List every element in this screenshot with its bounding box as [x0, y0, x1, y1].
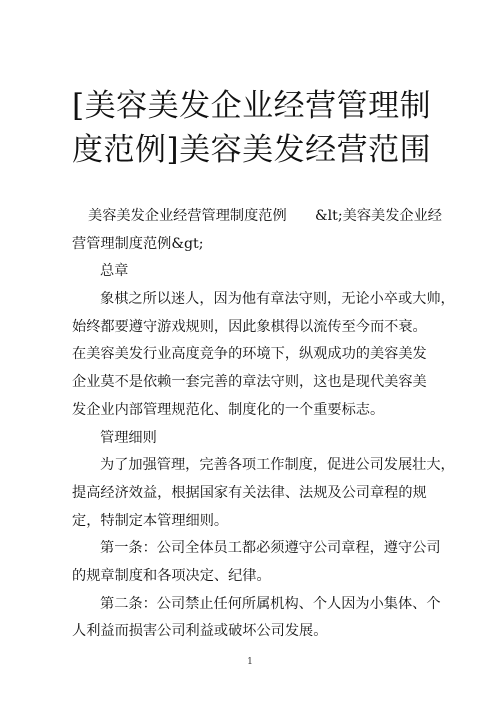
section-heading-general: 总章 — [100, 263, 129, 280]
page-number: 1 — [247, 657, 253, 667]
document-body — [72, 203, 455, 646]
title-line-2: 度范例]美容美发经营范围 — [72, 132, 432, 168]
body-line: 定，特制定本管理细则。 — [72, 512, 229, 529]
article-2-line: 第二条：公司禁止任何所属机构、个人因为小集体、个 — [100, 595, 441, 612]
body-line: 始终都要遵守游戏规则，因此象棋得以流传至今而不衰。 — [72, 318, 427, 335]
article-1-line: 第一条：公司全体员工都必须遵守公司章程，遵守公司 — [100, 540, 441, 557]
document-title — [72, 84, 432, 172]
section-heading-rules: 管理细则 — [100, 429, 157, 446]
article-2-line: 人利益而损害公司利益或破坏公司发展。 — [72, 623, 328, 640]
article-1-line: 的规章制度和各项决定、纪律。 — [72, 567, 271, 584]
body-line: 发企业内部管理规范化、制度化的一个重要标志。 — [72, 401, 385, 418]
body-line: 为了加强管理，完善各项工作制度，促进公司发展壮大， — [100, 457, 455, 474]
title-line-1: [美容美发企业经营管理制 — [72, 88, 432, 124]
body-line: 企业莫不是依赖一套完善的章法守则，这也是现代美容美 — [72, 374, 427, 391]
body-line: 营管理制度范例&gt; — [72, 235, 204, 252]
body-line: 提高经济效益，根据国家有关法律、法规及公司章程的规 — [72, 484, 427, 501]
body-line: 在美容美发行业高度竞争的环境下，纵观成功的美容美发 — [72, 346, 427, 363]
body-line: 象棋之所以迷人，因为他有章法守则，无论小卒或大帅， — [100, 291, 455, 308]
body-line: 美容美发企业经营管理制度范例 &lt;美容美发企业经 — [88, 208, 442, 224]
